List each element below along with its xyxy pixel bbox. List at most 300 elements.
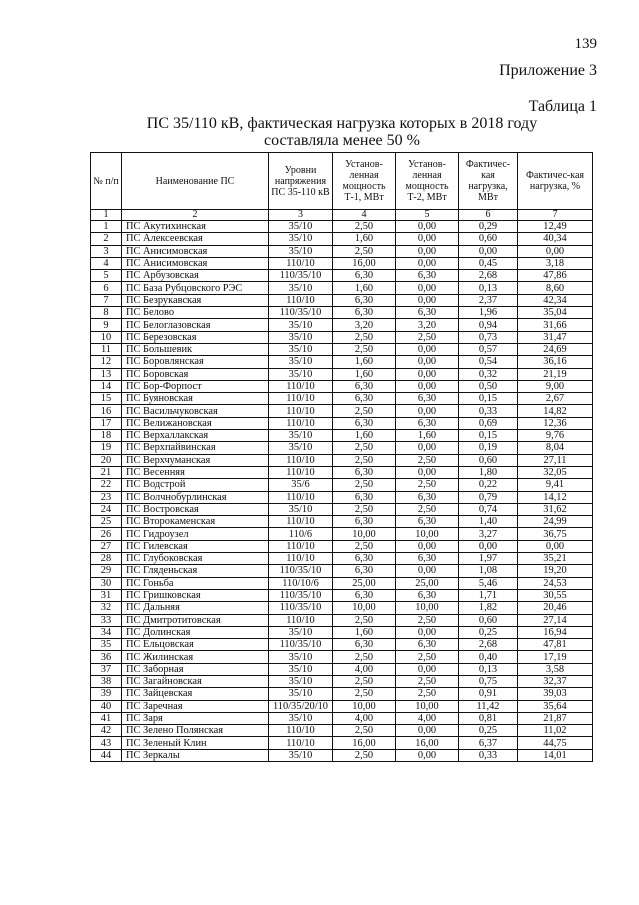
- voltage-level-cell: 110/35/10: [269, 602, 333, 614]
- row-number-cell: 32: [91, 602, 122, 614]
- actual-load-percent-cell: 0,00: [518, 245, 593, 257]
- voltage-level-cell: 35/10: [269, 356, 333, 368]
- voltage-level-cell: 110/10: [269, 417, 333, 429]
- capacity-t1-cell: 6,30: [333, 294, 396, 306]
- row-number-cell: 8: [91, 307, 122, 319]
- actual-load-percent-cell: 11,02: [518, 725, 593, 737]
- substation-name-cell: ПС Алексеевская: [122, 233, 269, 245]
- substation-name-cell: ПС Большевик: [122, 343, 269, 355]
- actual-load-percent-cell: 9,41: [518, 479, 593, 491]
- actual-load-mw-cell: 0,33: [459, 405, 518, 417]
- row-number-cell: 19: [91, 442, 122, 454]
- actual-load-mw-cell: 0,60: [459, 233, 518, 245]
- row-number-cell: 27: [91, 540, 122, 552]
- substation-name-cell: ПС Бор-Форпост: [122, 380, 269, 392]
- capacity-t2-cell: 2,50: [396, 479, 459, 491]
- table-row: [91, 589, 593, 601]
- capacity-t2-cell: 0,00: [396, 725, 459, 737]
- row-number-cell: 42: [91, 725, 122, 737]
- voltage-level-cell: 35/10: [269, 663, 333, 675]
- substation-name-cell: ПС Зеркалы: [122, 749, 269, 761]
- capacity-t2-cell: 0,00: [396, 565, 459, 577]
- voltage-level-cell: 35/10: [269, 343, 333, 355]
- voltage-level-cell: 110/10: [269, 491, 333, 503]
- row-number-cell: 21: [91, 466, 122, 478]
- actual-load-mw-cell: 1,40: [459, 516, 518, 528]
- capacity-t1-cell: 6,30: [333, 491, 396, 503]
- voltage-level-cell: 110/10: [269, 553, 333, 565]
- capacity-t1-cell: 2,50: [333, 725, 396, 737]
- voltage-level-cell: 110/10: [269, 516, 333, 528]
- voltage-level-cell: 35/10: [269, 319, 333, 331]
- actual-load-mw-cell: 0,75: [459, 675, 518, 687]
- actual-load-percent-cell: 30,55: [518, 589, 593, 601]
- capacity-t1-cell: 6,30: [333, 466, 396, 478]
- actual-load-percent-cell: 12,36: [518, 417, 593, 429]
- substation-name-cell: ПС Гидроузел: [122, 528, 269, 540]
- table-label: Таблица 1: [528, 98, 597, 115]
- capacity-t2-cell: 2,50: [396, 651, 459, 663]
- voltage-level-cell: 35/10: [269, 626, 333, 638]
- capacity-t2-cell: 0,00: [396, 442, 459, 454]
- appendix-label: Приложение 3: [499, 62, 597, 79]
- actual-load-mw-cell: 0,94: [459, 319, 518, 331]
- capacity-t2-cell: 0,00: [396, 257, 459, 269]
- actual-load-mw-cell: 0,13: [459, 282, 518, 294]
- row-number-cell: 39: [91, 688, 122, 700]
- row-number-cell: 12: [91, 356, 122, 368]
- table-row: [91, 491, 593, 503]
- column-number: 4: [333, 210, 396, 221]
- actual-load-percent-cell: 24,69: [518, 343, 593, 355]
- substation-name-cell: ПС Весенняя: [122, 466, 269, 478]
- capacity-t2-cell: 10,00: [396, 528, 459, 540]
- row-number-cell: 16: [91, 405, 122, 417]
- actual-load-percent-cell: 36,75: [518, 528, 593, 540]
- capacity-t1-cell: 2,50: [333, 651, 396, 663]
- substation-name-cell: ПС Белово: [122, 307, 269, 319]
- table-row: [91, 368, 593, 380]
- capacity-t2-cell: 2,50: [396, 454, 459, 466]
- substation-name-cell: ПС Второкаменская: [122, 516, 269, 528]
- actual-load-percent-cell: 8,04: [518, 442, 593, 454]
- actual-load-percent-cell: 36,16: [518, 356, 593, 368]
- capacity-t2-cell: 3,20: [396, 319, 459, 331]
- row-number-cell: 30: [91, 577, 122, 589]
- capacity-t1-cell: 6,30: [333, 639, 396, 651]
- table-row: [91, 405, 593, 417]
- capacity-t2-cell: 0,00: [396, 626, 459, 638]
- table-row: [91, 516, 593, 528]
- actual-load-mw-cell: 1,97: [459, 553, 518, 565]
- table-row: [91, 688, 593, 700]
- substation-name-cell: ПС Боровская: [122, 368, 269, 380]
- table-row: [91, 380, 593, 392]
- capacity-t2-cell: 2,50: [396, 503, 459, 515]
- voltage-level-cell: 35/6: [269, 479, 333, 491]
- actual-load-percent-cell: 47,81: [518, 639, 593, 651]
- substation-name-cell: ПС Гилевская: [122, 540, 269, 552]
- voltage-level-cell: 110/35/10: [269, 589, 333, 601]
- voltage-level-cell: 110/10: [269, 294, 333, 306]
- table-row: [91, 466, 593, 478]
- capacity-t1-cell: 2,50: [333, 503, 396, 515]
- capacity-t1-cell: 1,60: [333, 430, 396, 442]
- capacity-t2-cell: 2,50: [396, 331, 459, 343]
- actual-load-percent-cell: 32,05: [518, 466, 593, 478]
- table-row: [91, 712, 593, 724]
- capacity-t2-cell: 0,00: [396, 294, 459, 306]
- capacity-t2-cell: 6,30: [396, 270, 459, 282]
- actual-load-mw-cell: 1,82: [459, 602, 518, 614]
- row-number-cell: 9: [91, 319, 122, 331]
- capacity-t1-cell: 4,00: [333, 663, 396, 675]
- table-row: [91, 651, 593, 663]
- column-number: 7: [518, 210, 593, 221]
- row-number-cell: 20: [91, 454, 122, 466]
- capacity-t1-cell: 2,50: [333, 221, 396, 233]
- row-number-cell: 31: [91, 589, 122, 601]
- capacity-t1-cell: 2,50: [333, 331, 396, 343]
- actual-load-percent-cell: 9,76: [518, 430, 593, 442]
- capacity-t2-cell: 0,00: [396, 282, 459, 294]
- table-row: [91, 737, 593, 749]
- page-number: 139: [574, 36, 597, 52]
- capacity-t1-cell: 16,00: [333, 737, 396, 749]
- table-row: [91, 393, 593, 405]
- substation-name-cell: ПС Глубоковская: [122, 553, 269, 565]
- actual-load-percent-cell: 14,01: [518, 749, 593, 761]
- voltage-level-cell: 110/10: [269, 380, 333, 392]
- voltage-level-cell: 35/10: [269, 331, 333, 343]
- capacity-t2-cell: 2,50: [396, 675, 459, 687]
- substation-name-cell: ПС Долинская: [122, 626, 269, 638]
- substation-name-cell: ПС Гляденьская: [122, 565, 269, 577]
- actual-load-percent-cell: 21,19: [518, 368, 593, 380]
- table-row: [91, 614, 593, 626]
- column-number-row: [91, 210, 593, 221]
- capacity-t1-cell: 2,50: [333, 688, 396, 700]
- capacity-t2-cell: 0,00: [396, 380, 459, 392]
- row-number-cell: 33: [91, 614, 122, 626]
- capacity-t2-cell: 2,50: [396, 614, 459, 626]
- table-row: [91, 294, 593, 306]
- actual-load-mw-cell: 0,81: [459, 712, 518, 724]
- capacity-t1-cell: 1,60: [333, 233, 396, 245]
- voltage-level-cell: 110/6: [269, 528, 333, 540]
- capacity-t2-cell: 2,50: [396, 688, 459, 700]
- table-row: [91, 454, 593, 466]
- table-row: [91, 528, 593, 540]
- column-number: 6: [459, 210, 518, 221]
- substation-name-cell: ПС Заря: [122, 712, 269, 724]
- row-number-cell: 40: [91, 700, 122, 712]
- table-row: [91, 417, 593, 429]
- actual-load-mw-cell: 5,46: [459, 577, 518, 589]
- substation-name-cell: ПС Анисимовская: [122, 245, 269, 257]
- capacity-t1-cell: 2,50: [333, 749, 396, 761]
- table-row: [91, 663, 593, 675]
- row-number-cell: 15: [91, 393, 122, 405]
- voltage-level-cell: 110/10: [269, 540, 333, 552]
- substation-name-cell: ПС Волчнобурлинская: [122, 491, 269, 503]
- voltage-level-cell: 35/10: [269, 221, 333, 233]
- actual-load-mw-cell: 2,68: [459, 270, 518, 282]
- capacity-t2-cell: 0,00: [396, 368, 459, 380]
- substation-name-cell: ПС Верхчуманская: [122, 454, 269, 466]
- actual-load-percent-cell: 14,82: [518, 405, 593, 417]
- capacity-t1-cell: 2,50: [333, 675, 396, 687]
- actual-load-mw-cell: 2,37: [459, 294, 518, 306]
- actual-load-percent-cell: 27,14: [518, 614, 593, 626]
- substation-name-cell: ПС Дмитротитовская: [122, 614, 269, 626]
- header-actual-load-percent: Фактичес-кая нагрузка, %: [518, 153, 593, 210]
- table-row: [91, 282, 593, 294]
- voltage-level-cell: 110/10: [269, 725, 333, 737]
- capacity-t1-cell: 6,30: [333, 380, 396, 392]
- capacity-t1-cell: 1,60: [333, 356, 396, 368]
- table-row: [91, 725, 593, 737]
- table-row: [91, 675, 593, 687]
- actual-load-percent-cell: 9,00: [518, 380, 593, 392]
- substation-name-cell: ПС Заборная: [122, 663, 269, 675]
- table-row: [91, 221, 593, 233]
- row-number-cell: 3: [91, 245, 122, 257]
- capacity-t1-cell: 6,30: [333, 270, 396, 282]
- voltage-level-cell: 35/10: [269, 675, 333, 687]
- table-row: [91, 319, 593, 331]
- capacity-t1-cell: 6,30: [333, 417, 396, 429]
- voltage-level-cell: 35/10: [269, 442, 333, 454]
- substation-name-cell: ПС Анисимовская: [122, 257, 269, 269]
- capacity-t2-cell: 0,00: [396, 405, 459, 417]
- actual-load-mw-cell: 0,00: [459, 245, 518, 257]
- row-number-cell: 43: [91, 737, 122, 749]
- actual-load-mw-cell: 0,73: [459, 331, 518, 343]
- row-number-cell: 18: [91, 430, 122, 442]
- capacity-t2-cell: 0,00: [396, 356, 459, 368]
- row-number-cell: 36: [91, 651, 122, 663]
- column-number: 1: [91, 210, 122, 221]
- table-body: [91, 221, 593, 762]
- actual-load-percent-cell: 12,49: [518, 221, 593, 233]
- table-row: [91, 307, 593, 319]
- table-row: [91, 553, 593, 565]
- capacity-t1-cell: 10,00: [333, 700, 396, 712]
- capacity-t2-cell: 0,00: [396, 540, 459, 552]
- capacity-t1-cell: 6,30: [333, 307, 396, 319]
- voltage-level-cell: 110/10: [269, 614, 333, 626]
- row-number-cell: 14: [91, 380, 122, 392]
- actual-load-mw-cell: 0,25: [459, 725, 518, 737]
- capacity-t1-cell: 6,30: [333, 589, 396, 601]
- capacity-t2-cell: 0,00: [396, 343, 459, 355]
- header-row: [91, 153, 593, 210]
- table-row: [91, 257, 593, 269]
- row-number-cell: 38: [91, 675, 122, 687]
- capacity-t2-cell: 6,30: [396, 417, 459, 429]
- header-actual-load-mw: Фактичес-кая нагрузка, МВт: [459, 153, 518, 210]
- substation-name-cell: ПС Водстрой: [122, 479, 269, 491]
- capacity-t1-cell: 2,50: [333, 442, 396, 454]
- actual-load-mw-cell: 0,74: [459, 503, 518, 515]
- actual-load-mw-cell: 0,45: [459, 257, 518, 269]
- voltage-level-cell: 110/35/10: [269, 565, 333, 577]
- capacity-t1-cell: 1,60: [333, 626, 396, 638]
- substation-name-cell: ПС Загайновская: [122, 675, 269, 687]
- row-number-cell: 37: [91, 663, 122, 675]
- actual-load-percent-cell: 35,04: [518, 307, 593, 319]
- substation-name-cell: ПС Востровская: [122, 503, 269, 515]
- row-number-cell: 28: [91, 553, 122, 565]
- table-row: [91, 233, 593, 245]
- actual-load-percent-cell: 24,99: [518, 516, 593, 528]
- actual-load-percent-cell: 20,46: [518, 602, 593, 614]
- actual-load-mw-cell: 6,37: [459, 737, 518, 749]
- capacity-t2-cell: 0,00: [396, 221, 459, 233]
- voltage-level-cell: 110/35/10: [269, 639, 333, 651]
- voltage-level-cell: 35/10: [269, 651, 333, 663]
- actual-load-mw-cell: 0,60: [459, 454, 518, 466]
- capacity-t2-cell: 16,00: [396, 737, 459, 749]
- actual-load-percent-cell: 39,03: [518, 688, 593, 700]
- actual-load-percent-cell: 42,34: [518, 294, 593, 306]
- capacity-t2-cell: 6,30: [396, 516, 459, 528]
- header-capacity-t2: Установ-ленная мощность Т-2, МВт: [396, 153, 459, 210]
- capacity-t1-cell: 16,00: [333, 257, 396, 269]
- capacity-t1-cell: 2,50: [333, 405, 396, 417]
- voltage-level-cell: 110/10: [269, 454, 333, 466]
- capacity-t2-cell: 4,00: [396, 712, 459, 724]
- actual-load-mw-cell: 1,71: [459, 589, 518, 601]
- substation-name-cell: ПС Жилинская: [122, 651, 269, 663]
- capacity-t2-cell: 0,00: [396, 749, 459, 761]
- table-row: [91, 270, 593, 282]
- table-row: [91, 639, 593, 651]
- voltage-level-cell: 35/10: [269, 712, 333, 724]
- actual-load-mw-cell: 0,54: [459, 356, 518, 368]
- substation-name-cell: ПС Белоглазовская: [122, 319, 269, 331]
- header-number: № п/п: [91, 153, 122, 210]
- capacity-t2-cell: 0,00: [396, 466, 459, 478]
- table-row: [91, 540, 593, 552]
- actual-load-mw-cell: 0,79: [459, 491, 518, 503]
- row-number-cell: 23: [91, 491, 122, 503]
- actual-load-mw-cell: 0,22: [459, 479, 518, 491]
- actual-load-percent-cell: 14,12: [518, 491, 593, 503]
- actual-load-mw-cell: 0,15: [459, 430, 518, 442]
- column-number: 3: [269, 210, 333, 221]
- actual-load-percent-cell: 27,11: [518, 454, 593, 466]
- substation-name-cell: ПС Буяновская: [122, 393, 269, 405]
- substation-name-cell: ПС Заречная: [122, 700, 269, 712]
- voltage-level-cell: 110/10: [269, 393, 333, 405]
- actual-load-mw-cell: 0,13: [459, 663, 518, 675]
- actual-load-percent-cell: 40,34: [518, 233, 593, 245]
- substation-name-cell: ПС Ельцовская: [122, 639, 269, 651]
- voltage-level-cell: 110/35/10: [269, 270, 333, 282]
- substation-name-cell: ПС Зайцевская: [122, 688, 269, 700]
- substation-name-cell: ПС Дальняя: [122, 602, 269, 614]
- actual-load-mw-cell: 1,08: [459, 565, 518, 577]
- row-number-cell: 34: [91, 626, 122, 638]
- row-number-cell: 25: [91, 516, 122, 528]
- capacity-t1-cell: 2,50: [333, 540, 396, 552]
- substation-load-table: [90, 152, 593, 762]
- actual-load-percent-cell: 21,87: [518, 712, 593, 724]
- table-row: [91, 503, 593, 515]
- actual-load-percent-cell: 16,94: [518, 626, 593, 638]
- capacity-t1-cell: 2,50: [333, 245, 396, 257]
- table-row: [91, 356, 593, 368]
- capacity-t2-cell: 6,30: [396, 589, 459, 601]
- header-substation-name: Наименование ПС: [122, 153, 269, 210]
- actual-load-mw-cell: 0,19: [459, 442, 518, 454]
- capacity-t1-cell: 2,50: [333, 343, 396, 355]
- voltage-level-cell: 110/35/20/10: [269, 700, 333, 712]
- capacity-t1-cell: 6,30: [333, 553, 396, 565]
- actual-load-percent-cell: 17,19: [518, 651, 593, 663]
- voltage-level-cell: 35/10: [269, 503, 333, 515]
- row-number-cell: 41: [91, 712, 122, 724]
- substation-name-cell: ПС Акутихинская: [122, 221, 269, 233]
- capacity-t2-cell: 0,00: [396, 245, 459, 257]
- voltage-level-cell: 35/10: [269, 749, 333, 761]
- actual-load-percent-cell: 31,47: [518, 331, 593, 343]
- substation-name-cell: ПС Гоньба: [122, 577, 269, 589]
- table-row: [91, 343, 593, 355]
- actual-load-percent-cell: 0,00: [518, 540, 593, 552]
- capacity-t1-cell: 6,30: [333, 393, 396, 405]
- substation-name-cell: ПС Верхаллакская: [122, 430, 269, 442]
- actual-load-mw-cell: 0,69: [459, 417, 518, 429]
- substation-name-cell: ПС Васильчуковская: [122, 405, 269, 417]
- row-number-cell: 1: [91, 221, 122, 233]
- table-row: [91, 749, 593, 761]
- row-number-cell: 11: [91, 343, 122, 355]
- table-row: [91, 577, 593, 589]
- actual-load-mw-cell: 0,57: [459, 343, 518, 355]
- substation-name-cell: ПС Безрукавская: [122, 294, 269, 306]
- capacity-t1-cell: 6,30: [333, 565, 396, 577]
- actual-load-mw-cell: 0,32: [459, 368, 518, 380]
- row-number-cell: 4: [91, 257, 122, 269]
- row-number-cell: 2: [91, 233, 122, 245]
- table-row: [91, 700, 593, 712]
- capacity-t2-cell: 6,30: [396, 307, 459, 319]
- capacity-t1-cell: 2,50: [333, 479, 396, 491]
- actual-load-mw-cell: 0,00: [459, 540, 518, 552]
- row-number-cell: 26: [91, 528, 122, 540]
- substation-name-cell: ПС Гришковская: [122, 589, 269, 601]
- actual-load-mw-cell: 1,96: [459, 307, 518, 319]
- substation-name-cell: ПС Боровлянская: [122, 356, 269, 368]
- capacity-t1-cell: 1,60: [333, 368, 396, 380]
- voltage-level-cell: 35/10: [269, 368, 333, 380]
- capacity-t1-cell: 3,20: [333, 319, 396, 331]
- row-number-cell: 29: [91, 565, 122, 577]
- column-number: 5: [396, 210, 459, 221]
- table-row: [91, 442, 593, 454]
- voltage-level-cell: 110/10: [269, 737, 333, 749]
- capacity-t1-cell: 6,30: [333, 516, 396, 528]
- capacity-t2-cell: 25,00: [396, 577, 459, 589]
- actual-load-mw-cell: 0,91: [459, 688, 518, 700]
- capacity-t2-cell: 0,00: [396, 663, 459, 675]
- row-number-cell: 6: [91, 282, 122, 294]
- row-number-cell: 24: [91, 503, 122, 515]
- voltage-level-cell: 110/10: [269, 257, 333, 269]
